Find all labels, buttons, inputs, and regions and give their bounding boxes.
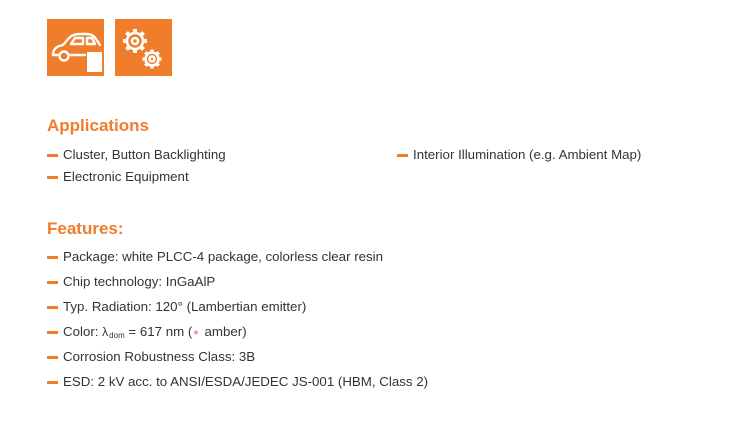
applications-heading: Applications [47, 116, 150, 135]
car-icon [47, 19, 104, 76]
list-item [47, 373, 428, 391]
dash-bullet-icon [47, 176, 58, 179]
dash-bullet-icon [397, 154, 408, 157]
color-prefix: Color: [63, 324, 103, 339]
dash-bullet-icon [47, 154, 58, 157]
list-item [47, 248, 383, 266]
dash-bullet-icon [47, 356, 58, 359]
dash-bullet-icon [47, 331, 58, 334]
list-item [47, 273, 215, 291]
list-item-text: Corrosion Robustness Class: 3B [63, 349, 256, 364]
list-item [47, 168, 189, 186]
list-item-text: Chip technology: InGaAlP [63, 274, 216, 289]
list-item-text: Interior Illumination (e.g. Ambient Map) [413, 147, 642, 162]
dash-bullet-icon [47, 381, 58, 384]
list-item-color [47, 323, 247, 341]
amber-dot-icon: ● [193, 327, 199, 337]
list-item [47, 348, 255, 366]
lambda-symbol: λ [102, 325, 109, 339]
gears-icon [115, 19, 172, 76]
dash-bullet-icon [47, 281, 58, 284]
list-item-text: Typ. Radiation: 120° (Lambertian emitter) [63, 299, 307, 314]
color-suffix: amber) [200, 324, 247, 339]
dash-bullet-icon [47, 256, 58, 259]
lambda-subscript: dom [109, 331, 125, 340]
features-heading: Features: [47, 219, 124, 238]
list-item-text: Package: white PLCC-4 package, colorless clear resin [63, 249, 384, 264]
list-item [47, 146, 226, 164]
list-item-text: ESD: 2 kV acc. to ANSI/ESDA/JEDEC JS-001 (HBM, Class 2) [63, 374, 429, 389]
list-item-text: Cluster, Button Backlighting [63, 147, 226, 162]
list-item [47, 298, 306, 316]
dash-bullet-icon [47, 306, 58, 309]
list-item-text: Electronic Equipment [63, 169, 189, 184]
list-item [397, 146, 641, 164]
color-value: = 617 nm ( [124, 324, 193, 339]
